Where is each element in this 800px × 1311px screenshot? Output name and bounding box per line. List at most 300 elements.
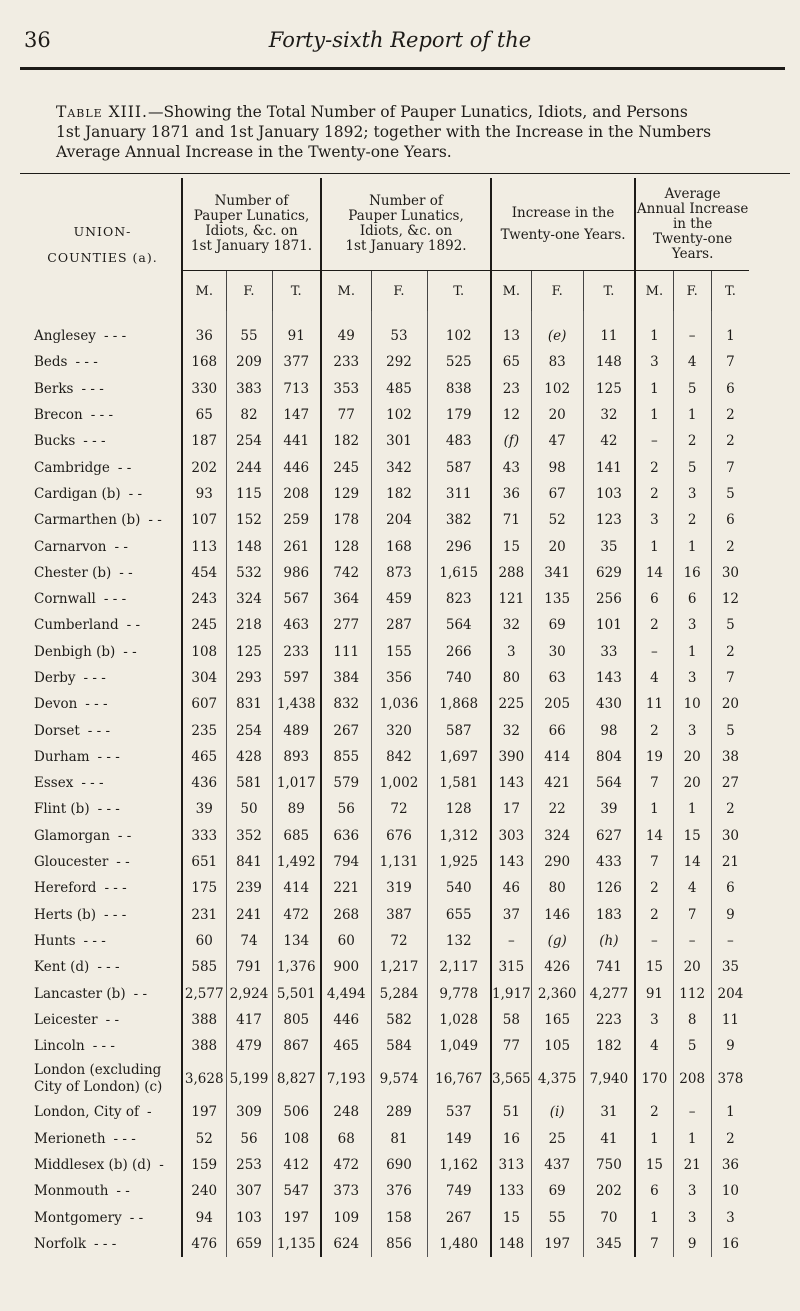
f-increase-cell: 80 [531,875,583,901]
f-1892-cell: 485 [371,376,427,402]
m-1892-cell: 465 [321,1033,371,1059]
m-increase-cell: 71 [491,507,531,533]
table-row [24,796,749,822]
m-increase-cell: 32 [491,717,531,743]
f-1871-cell: 307 [226,1178,272,1204]
t-1871-cell: 261 [272,533,321,559]
f-average-cell: 1 [673,639,711,665]
f-1871-cell: 417 [226,1007,272,1033]
m-1892-cell: 855 [321,744,371,770]
f-1871-cell: 293 [226,665,272,691]
leader-dashes: - - [116,1183,130,1200]
leader-dashes: - - [133,985,148,1002]
leader-dashes: - - - [83,670,106,686]
table-row [24,849,749,875]
m-increase-cell: 225 [491,691,531,717]
t-increase-cell: 804 [583,744,635,770]
t-1892-cell: 564 [427,612,491,638]
f-increase-cell: 98 [531,454,583,480]
m-increase-cell: 3,565 [491,1059,531,1099]
t-1892-cell: 1,697 [427,744,491,770]
m-average-cell: 4 [635,1033,673,1059]
f-1892-cell: 155 [371,639,427,665]
m-1871-cell: 607 [182,691,226,717]
t-increase-cell: 31 [583,1099,635,1125]
leader-dashes: - - - [90,407,114,424]
t-1892-cell: 749 [427,1178,491,1204]
header-average [635,178,749,271]
f-increase-cell: 52 [531,507,583,533]
t-increase-cell: 11 [583,323,635,349]
f-1871-cell: 244 [226,454,272,480]
header-average-line: in the [672,215,713,232]
header-increase [491,178,635,271]
f-increase-cell: 165 [531,1007,583,1033]
m-increase-cell: 143 [491,849,531,875]
county-cell [24,744,182,770]
m-1892-cell: 267 [321,717,371,743]
t-1892-cell: 655 [427,902,491,928]
f-increase-cell: 105 [531,1033,583,1059]
t-1892-cell: 740 [427,665,491,691]
t-1892-cell: 1,615 [427,560,491,586]
m-increase-cell: 313 [491,1152,531,1178]
t-1871-cell: 134 [272,928,321,954]
m-average-cell: 2 [635,875,673,901]
m-1892-cell: 233 [321,349,371,375]
t-1871-cell: 547 [272,1178,321,1204]
county-name: Leicester [34,1011,98,1028]
leader-dashes: - [159,1157,164,1174]
m-1871-cell: 3,628 [182,1059,226,1099]
f-1892-cell: 204 [371,507,427,533]
f-increase-cell: 146 [531,902,583,928]
county-cell [24,1231,182,1257]
county-cell [24,823,182,849]
county-name: Cornwall [34,591,96,608]
county-name: Kent (d) [34,959,90,976]
f-1892-cell: 582 [371,1007,427,1033]
f-1871-cell: 55 [226,323,272,349]
f-1871-cell: 125 [226,639,272,665]
leader-dashes: - - [114,538,128,555]
m-average-cell: 1 [635,402,673,428]
f-increase-cell: 47 [531,428,583,454]
t-1892-cell: 132 [427,928,491,954]
m-1892-cell: 245 [321,454,371,480]
county-cell [24,1205,182,1231]
f-1892-cell: 102 [371,402,427,428]
county-name: Merioneth [34,1130,106,1147]
f-average-cell: 208 [673,1059,711,1099]
t-average-cell: 7 [711,454,749,480]
f-1892-cell: 287 [371,612,427,638]
caption-line-2: 1st January 1871 and 1st January 1892; together with the Increase in the Numbers [56,123,712,141]
t-1892-cell: 1,028 [427,1007,491,1033]
f-1892-cell: 5,284 [371,980,427,1006]
t-1871-cell: 377 [272,349,321,375]
t-1892-cell: 1,868 [427,691,491,717]
m-1892-cell: 373 [321,1178,371,1204]
f-1892-cell: 856 [371,1231,427,1257]
t-increase-cell: 223 [583,1007,635,1033]
t-1892-cell: 537 [427,1099,491,1125]
t-1892-cell: 179 [427,402,491,428]
table-row [24,533,749,559]
table-row [24,1033,749,1059]
f-increase-cell: 421 [531,770,583,796]
header-average-line: Twenty-one Years. [653,230,733,262]
m-average-cell: 19 [635,744,673,770]
m-1871-cell: 243 [182,586,226,612]
t-average-cell: 2 [711,1126,749,1152]
f-1892-cell: 459 [371,586,427,612]
m-average-cell: 6 [635,1178,673,1204]
county-cell [24,1059,182,1099]
f-1871-cell: 218 [226,612,272,638]
m-1892-cell: 248 [321,1099,371,1125]
m-1871-cell: 240 [182,1178,226,1204]
header-increase-line: Twenty-one Years. [500,227,626,243]
t-1871-cell: 1,376 [272,954,321,980]
county-cell [24,665,182,691]
f-average-cell: 16 [673,560,711,586]
leader-dashes: - - [126,617,141,634]
county-name: Cardigan (b) [34,485,121,502]
county-name: Flint (b) [34,801,90,818]
f-1871-cell: 324 [226,586,272,612]
f-1871-cell: 148 [226,533,272,559]
t-1892-cell: 2,117 [427,954,491,980]
f-increase-cell: 324 [531,823,583,849]
f-increase-cell: 69 [531,612,583,638]
m-increase-cell: 1,917 [491,980,531,1006]
m-1871-cell: 113 [182,533,226,559]
t-1871-cell: 259 [272,507,321,533]
m-increase-cell: 133 [491,1178,531,1204]
header-rule [20,67,785,70]
m-1871-cell: 333 [182,823,226,849]
m-1871-cell: 231 [182,902,226,928]
t-1871-cell: 414 [272,875,321,901]
m-1892-cell: 68 [321,1126,371,1152]
table-row [24,560,749,586]
f-1892-cell: 320 [371,717,427,743]
m-increase-cell: 65 [491,349,531,375]
m-1892-cell: 268 [321,902,371,928]
m-average-cell: 7 [635,1231,673,1257]
leader-dashes: - - - [87,722,111,739]
table-row [24,349,749,375]
county-name: Derby [34,670,76,686]
m-average-cell: 2 [635,454,673,480]
sub-header-m: M. [491,271,531,312]
f-1892-cell: 81 [371,1126,427,1152]
table-row [24,1205,749,1231]
header-1892-line: Idiots, &c. on [359,223,453,239]
t-increase-cell: 123 [583,507,635,533]
leader-dashes: - - - [92,1038,115,1055]
page-number: 36 [24,28,51,52]
m-average-cell: 4 [635,665,673,691]
t-average-cell: 1 [711,1099,749,1125]
f-increase-cell: 67 [531,481,583,507]
table-row [24,586,749,612]
m-1892-cell: 4,494 [321,980,371,1006]
county-cell [24,428,182,454]
county-name: Brecon [34,407,83,424]
m-1871-cell: 175 [182,875,226,901]
m-1871-cell: 93 [182,481,226,507]
m-1871-cell: 2,577 [182,980,226,1006]
m-increase-cell: 32 [491,612,531,638]
f-1892-cell: 158 [371,1205,427,1231]
f-average-cell: 9 [673,1231,711,1257]
m-average-cell: 11 [635,691,673,717]
f-average-cell: 3 [673,665,711,691]
t-1892-cell: 1,925 [427,849,491,875]
caption-line-1: —Showing the Total Number of Pauper Lunatics, Idiots, and Persons [147,103,688,121]
f-1871-cell: 50 [226,796,272,822]
m-average-cell: 14 [635,560,673,586]
leader-dashes: - - - [113,1130,136,1147]
county-cell [24,481,182,507]
t-increase-cell: 433 [583,849,635,875]
county-cell [24,691,182,717]
m-1892-cell: 77 [321,402,371,428]
t-1871-cell: 893 [272,744,321,770]
header-1892-line: Pauper Lunatics, [348,208,464,224]
f-average-cell: 3 [673,717,711,743]
f-average-cell: 5 [673,454,711,480]
t-average-cell: 5 [711,612,749,638]
t-increase-cell: 70 [583,1205,635,1231]
f-average-cell: 4 [673,875,711,901]
t-average-cell: 6 [711,875,749,901]
t-increase-cell: 148 [583,349,635,375]
m-average-cell: 2 [635,612,673,638]
county-name: Herts (b) [34,906,97,923]
f-1892-cell: 168 [371,533,427,559]
m-1871-cell: 436 [182,770,226,796]
leader-dashes: - - [117,827,132,844]
f-average-cell: 15 [673,823,711,849]
f-increase-cell: 20 [531,402,583,428]
county-cell [24,796,182,822]
table-row [24,1231,749,1257]
f-average-cell: 6 [673,586,711,612]
f-1892-cell: 1,131 [371,849,427,875]
m-increase-cell: 15 [491,533,531,559]
page-header [0,26,800,66]
county-cell [24,560,182,586]
county-name: Devon [34,696,78,713]
m-average-cell: 3 [635,349,673,375]
m-1892-cell: 221 [321,875,371,901]
m-1871-cell: 454 [182,560,226,586]
leader-dashes: - - - [104,906,127,923]
t-increase-cell: 564 [583,770,635,796]
f-average-cell: 1 [673,796,711,822]
f-average-cell: 3 [673,612,711,638]
t-increase-cell: 143 [583,665,635,691]
t-increase-cell: 182 [583,1033,635,1059]
f-1871-cell: 115 [226,481,272,507]
m-1892-cell: 129 [321,481,371,507]
t-increase-cell: (h) [583,928,635,954]
t-average-cell: 2 [711,402,749,428]
leader-dashes: - - - [83,932,106,949]
county-name: Gloucester [34,854,109,871]
t-1871-cell: 986 [272,560,321,586]
sub-header-f: F. [531,271,583,312]
f-average-cell: 112 [673,980,711,1006]
t-1871-cell: 5,501 [272,980,321,1006]
m-increase-cell: 17 [491,796,531,822]
m-increase-cell: 43 [491,454,531,480]
table-caption [56,102,776,162]
f-1892-cell: 376 [371,1178,427,1204]
table-row [24,1099,749,1125]
county-cell [24,954,182,980]
county-cell [24,454,182,480]
m-1892-cell: 636 [321,823,371,849]
leader-dashes: - - [116,854,130,871]
f-increase-cell: 22 [531,796,583,822]
f-average-cell: – [673,323,711,349]
m-increase-cell: 46 [491,875,531,901]
t-1871-cell: 91 [272,323,321,349]
t-1871-cell: 233 [272,639,321,665]
m-1871-cell: 465 [182,744,226,770]
f-increase-cell: 25 [531,1126,583,1152]
t-increase-cell: 39 [583,796,635,822]
m-average-cell: 1 [635,796,673,822]
m-average-cell: 2 [635,481,673,507]
m-1892-cell: 364 [321,586,371,612]
county-name: Beds [34,354,68,371]
m-increase-cell: 15 [491,1205,531,1231]
m-increase-cell: 36 [491,481,531,507]
t-1871-cell: 805 [272,1007,321,1033]
m-1871-cell: 187 [182,428,226,454]
table-row [24,665,749,691]
m-average-cell: 1 [635,1126,673,1152]
m-increase-cell: 288 [491,560,531,586]
county-cell [24,1178,182,1204]
t-increase-cell: 35 [583,533,635,559]
t-1892-cell: 382 [427,507,491,533]
county-cell [24,376,182,402]
table-row [24,507,749,533]
m-1892-cell: 446 [321,1007,371,1033]
t-1892-cell: 267 [427,1205,491,1231]
m-increase-cell: (f) [491,428,531,454]
t-increase-cell: 4,277 [583,980,635,1006]
county-cell [24,402,182,428]
t-average-cell: 38 [711,744,749,770]
m-1892-cell: 128 [321,533,371,559]
m-increase-cell: 77 [491,1033,531,1059]
m-1871-cell: 107 [182,507,226,533]
f-average-cell: 1 [673,402,711,428]
t-1892-cell: 823 [427,586,491,612]
t-increase-cell: 101 [583,612,635,638]
t-average-cell: 2 [711,639,749,665]
t-1871-cell: 506 [272,1099,321,1125]
f-1871-cell: 428 [226,744,272,770]
m-increase-cell: 12 [491,402,531,428]
table-row [24,612,749,638]
county-name: London, City of [34,1104,139,1121]
t-increase-cell: 125 [583,376,635,402]
t-increase-cell: 345 [583,1231,635,1257]
f-average-cell: 20 [673,954,711,980]
m-1871-cell: 168 [182,349,226,375]
f-average-cell: 2 [673,428,711,454]
f-increase-cell: 341 [531,560,583,586]
f-average-cell: 20 [673,744,711,770]
spacer-row [24,311,749,323]
county-cell [24,507,182,533]
table-row [24,481,749,507]
header-1871 [182,178,321,271]
m-increase-cell: 80 [491,665,531,691]
t-1892-cell: 102 [427,323,491,349]
f-1892-cell: 387 [371,902,427,928]
m-1871-cell: 60 [182,928,226,954]
county-cell [24,902,182,928]
m-1892-cell: 900 [321,954,371,980]
county-name: Durham [34,748,90,765]
m-1871-cell: 476 [182,1231,226,1257]
table-row [24,928,749,954]
m-1892-cell: 794 [321,849,371,875]
leader-dashes: - - [128,485,143,502]
f-average-cell: – [673,928,711,954]
t-1871-cell: 441 [272,428,321,454]
f-1871-cell: 383 [226,376,272,402]
m-1871-cell: 330 [182,376,226,402]
county-name: Middlesex (b) (d) [34,1157,152,1174]
t-1871-cell: 867 [272,1033,321,1059]
t-increase-cell: 202 [583,1178,635,1204]
t-1892-cell: 838 [427,376,491,402]
f-1892-cell: 1,036 [371,691,427,717]
t-average-cell: 2 [711,428,749,454]
f-average-cell: 7 [673,902,711,928]
t-1871-cell: 685 [272,823,321,849]
t-increase-cell: 741 [583,954,635,980]
county-name: Lincoln [34,1038,85,1055]
m-average-cell: 3 [635,1007,673,1033]
t-1871-cell: 489 [272,717,321,743]
table-row [24,980,749,1006]
m-1871-cell: 235 [182,717,226,743]
m-1892-cell: 472 [321,1152,371,1178]
group-header-row [24,178,749,271]
county-name: Hereford [34,880,97,897]
county-cell [24,639,182,665]
f-increase-cell: (i) [531,1099,583,1125]
leader-dashes: - - - [83,433,106,450]
t-average-cell: 6 [711,507,749,533]
table-row [24,875,749,901]
m-increase-cell: 143 [491,770,531,796]
leader-dashes: - - - [81,775,104,792]
header-1892-line: Number of [369,193,443,209]
table-row [24,1007,749,1033]
